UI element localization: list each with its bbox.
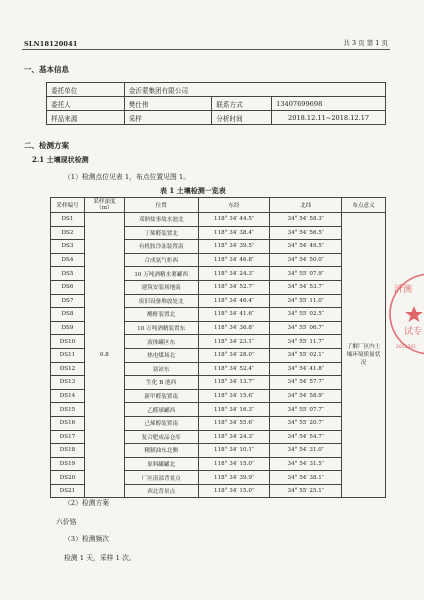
location-cell: 邓钠盐事故水池北 (124, 213, 198, 227)
info-value: 2018.12.11~2018.12.17 (272, 111, 386, 125)
sample-id-cell: DS9 (51, 321, 85, 335)
sample-id-cell: DS7 (51, 294, 85, 308)
longitude-cell: 118° 34′ 10.1″ (198, 444, 270, 458)
soil-testing-table (50, 197, 386, 498)
subsection-title: 2.1 土壤现状检测 (32, 155, 89, 164)
location-cell: 复合肥成品仓库 (124, 430, 198, 444)
latitude-cell: 34° 55′ 25.1″ (270, 484, 342, 498)
longitude-cell: 118° 34′ 15.0″ (198, 484, 270, 498)
sample-id-cell: DS17 (51, 430, 85, 444)
info-row (47, 83, 386, 97)
sample-id-cell: DS15 (51, 403, 85, 417)
latitude-cell: 34° 55′ 06.7″ (270, 321, 342, 335)
subsection-text: （1）检测点位见表 1，布点位置见图 1。 (64, 173, 191, 181)
frequency-heading: （3）检测频次 (64, 535, 110, 543)
col-header: 北纬 (270, 198, 342, 213)
location-cell: 氨站东 (124, 362, 198, 376)
report-number: SLN18120041 (24, 40, 78, 48)
sample-id-cell: DS5 (51, 267, 85, 281)
location-cell: 废旧设备堆放处北 (124, 294, 198, 308)
sample-id-cell: DS2 (51, 226, 85, 240)
location-cell: 10 万吨酒精水薯罐西 (124, 267, 198, 281)
info-label: 分析时间 (212, 111, 272, 125)
longitude-cell: 118° 34′ 23.1″ (198, 335, 270, 349)
longitude-cell: 118° 34′ 15.0″ (198, 457, 270, 471)
longitude-cell: 118° 34′ 44.5″ (198, 213, 270, 227)
depth-cell: 0.8 (84, 213, 124, 498)
latitude-cell: 34° 54′ 58.3″ (270, 213, 342, 227)
location-cell: 精制油东北侧 (124, 444, 198, 458)
sample-id-cell: DS11 (51, 348, 85, 362)
longitude-cell: 118° 34′ 16.3″ (198, 403, 270, 417)
section2-title: 二、检测方案 (24, 141, 69, 150)
info-label: 委托人 (47, 97, 125, 111)
location-cell: 西北背景点 (124, 484, 198, 498)
section1-title: 一、基本信息 (24, 65, 69, 74)
latitude-cell: 34° 55′ 11.0″ (270, 294, 342, 308)
table-row (51, 213, 386, 227)
location-cell: 乙醛球罐西 (124, 403, 198, 417)
sample-id-cell: DS18 (51, 444, 85, 458)
sample-id-cell: DS16 (51, 416, 85, 430)
info-label: 联系方式 (212, 97, 272, 111)
latitude-cell: 34° 54′ 49.5″ (270, 240, 342, 254)
stamp-text-right: 试专 (404, 327, 423, 337)
longitude-cell: 118° 34′ 46.4″ (198, 294, 270, 308)
location-cell: 醋酐装置北 (124, 308, 198, 322)
longitude-cell: 118° 34′ 24.3″ (198, 430, 270, 444)
location-cell: 己烯醇装置南 (124, 416, 198, 430)
longitude-cell: 118° 34′ 28.0″ (198, 348, 270, 362)
longitude-cell: 118° 34′ 13.7″ (198, 376, 270, 390)
sample-id-cell: DS20 (51, 471, 85, 485)
info-label: 委托单位 (47, 83, 125, 97)
header-divider (22, 49, 390, 50)
longitude-cell: 118° 34′ 41.6″ (198, 308, 270, 322)
location-cell: 合成氨气柜西 (124, 253, 198, 267)
sample-id-cell: DS21 (51, 484, 85, 498)
longitude-cell: 118° 34′ 15.6″ (198, 389, 270, 403)
location-cell: 液体罐区东 (124, 335, 198, 349)
col-header: 东经 (198, 198, 270, 213)
info-value: 樊仕伟 (124, 97, 212, 111)
latitude-cell: 34° 54′ 50.0″ (270, 253, 342, 267)
official-seal-stamp (384, 268, 424, 368)
basic-info-table (46, 82, 386, 125)
col-header: 布点意义 (342, 198, 386, 213)
sample-id-cell: DS14 (51, 389, 85, 403)
longitude-cell: 118° 34′ 39.9″ (198, 471, 270, 485)
location-cell: 建筑安装场地南 (124, 280, 198, 294)
longitude-cell: 118° 34′ 55.6″ (198, 416, 270, 430)
plan-heading: （2）检测方案 (64, 499, 110, 507)
stamp-star-icon (405, 306, 423, 322)
latitude-cell: 34° 54′ 38.1″ (270, 471, 342, 485)
frequency-text: 检测 1 天，采样 1 次。 (64, 554, 136, 562)
location-cell: 丁烯醛装置北 (124, 226, 198, 240)
latitude-cell: 34° 54′ 54.7″ (270, 430, 342, 444)
col-header: 采样深度（m） (84, 198, 124, 213)
latitude-cell: 34° 55′ 11.7″ (270, 335, 342, 349)
info-value: 金沂蒙集团有限公司 (124, 83, 385, 97)
latitude-cell: 34° 55′ 02.5″ (270, 308, 342, 322)
longitude-cell: 118° 34′ 52.4″ (198, 362, 270, 376)
table-caption: 表 1 土壤检测一览表 (160, 186, 226, 195)
sample-id-cell: DS13 (51, 376, 85, 390)
latitude-cell: 34° 55′ 02.1″ (270, 348, 342, 362)
latitude-cell: 34° 54′ 41.8″ (270, 362, 342, 376)
longitude-cell: 118° 34′ 39.5″ (198, 240, 270, 254)
longitude-cell: 118° 34′ 52.7″ (198, 280, 270, 294)
parameter-text: 六价铬 (56, 518, 77, 526)
latitude-cell: 34° 55′ 20.7″ (270, 416, 342, 430)
info-value: 13407699698 (272, 97, 386, 111)
latitude-cell: 34° 54′ 57.7″ (270, 376, 342, 390)
sample-id-cell: DS4 (51, 253, 85, 267)
location-cell: 热电煤场北 (124, 348, 198, 362)
longitude-cell: 118° 34′ 36.8″ (198, 321, 270, 335)
sample-id-cell: DS3 (51, 240, 85, 254)
location-cell: 10 万吨酒精装置东 (124, 321, 198, 335)
info-value: 采样 (124, 111, 212, 125)
latitude-cell: 34° 55′ 07.9″ (270, 267, 342, 281)
info-row (47, 111, 386, 125)
sample-id-cell: DS8 (51, 308, 85, 322)
table-header-row (51, 198, 386, 213)
latitude-cell: 34° 54′ 53.7″ (270, 280, 342, 294)
stamp-number: 2011201 (396, 345, 417, 350)
location-cell: 生化 B 池西 (124, 376, 198, 390)
sample-id-cell: DS12 (51, 362, 85, 376)
significance-cell: 了解厂区内土壤环境质量状况 (342, 213, 386, 498)
sample-id-cell: DS6 (51, 280, 85, 294)
latitude-cell: 34° 54′ 31.5″ (270, 457, 342, 471)
page-info: 共 3 页 第 1 页 (343, 39, 388, 47)
info-row (47, 97, 386, 111)
latitude-cell: 34° 54′ 56.5″ (270, 226, 342, 240)
location-cell: 新甲醛装置南 (124, 389, 198, 403)
longitude-cell: 118° 34′ 46.8″ (198, 253, 270, 267)
location-cell: 有机胺冷冻装置南 (124, 240, 198, 254)
longitude-cell: 118° 34′ 38.4″ (198, 226, 270, 240)
col-header: 采样编号 (51, 198, 85, 213)
info-label: 样品来源 (47, 111, 125, 125)
location-cell: 原料罐罐北 (124, 457, 198, 471)
latitude-cell: 34° 54′ 58.9″ (270, 389, 342, 403)
longitude-cell: 118° 34′ 24.3″ (198, 267, 270, 281)
location-cell: 厂区南部背景点 (124, 471, 198, 485)
sample-id-cell: DS19 (51, 457, 85, 471)
col-header: 位置 (124, 198, 198, 213)
latitude-cell: 34° 55′ 07.7″ (270, 403, 342, 417)
sample-id-cell: DS10 (51, 335, 85, 349)
sample-id-cell: DS1 (51, 213, 85, 227)
latitude-cell: 34° 54′ 31.0″ (270, 444, 342, 458)
stamp-text-top: 沂测 (394, 285, 413, 295)
